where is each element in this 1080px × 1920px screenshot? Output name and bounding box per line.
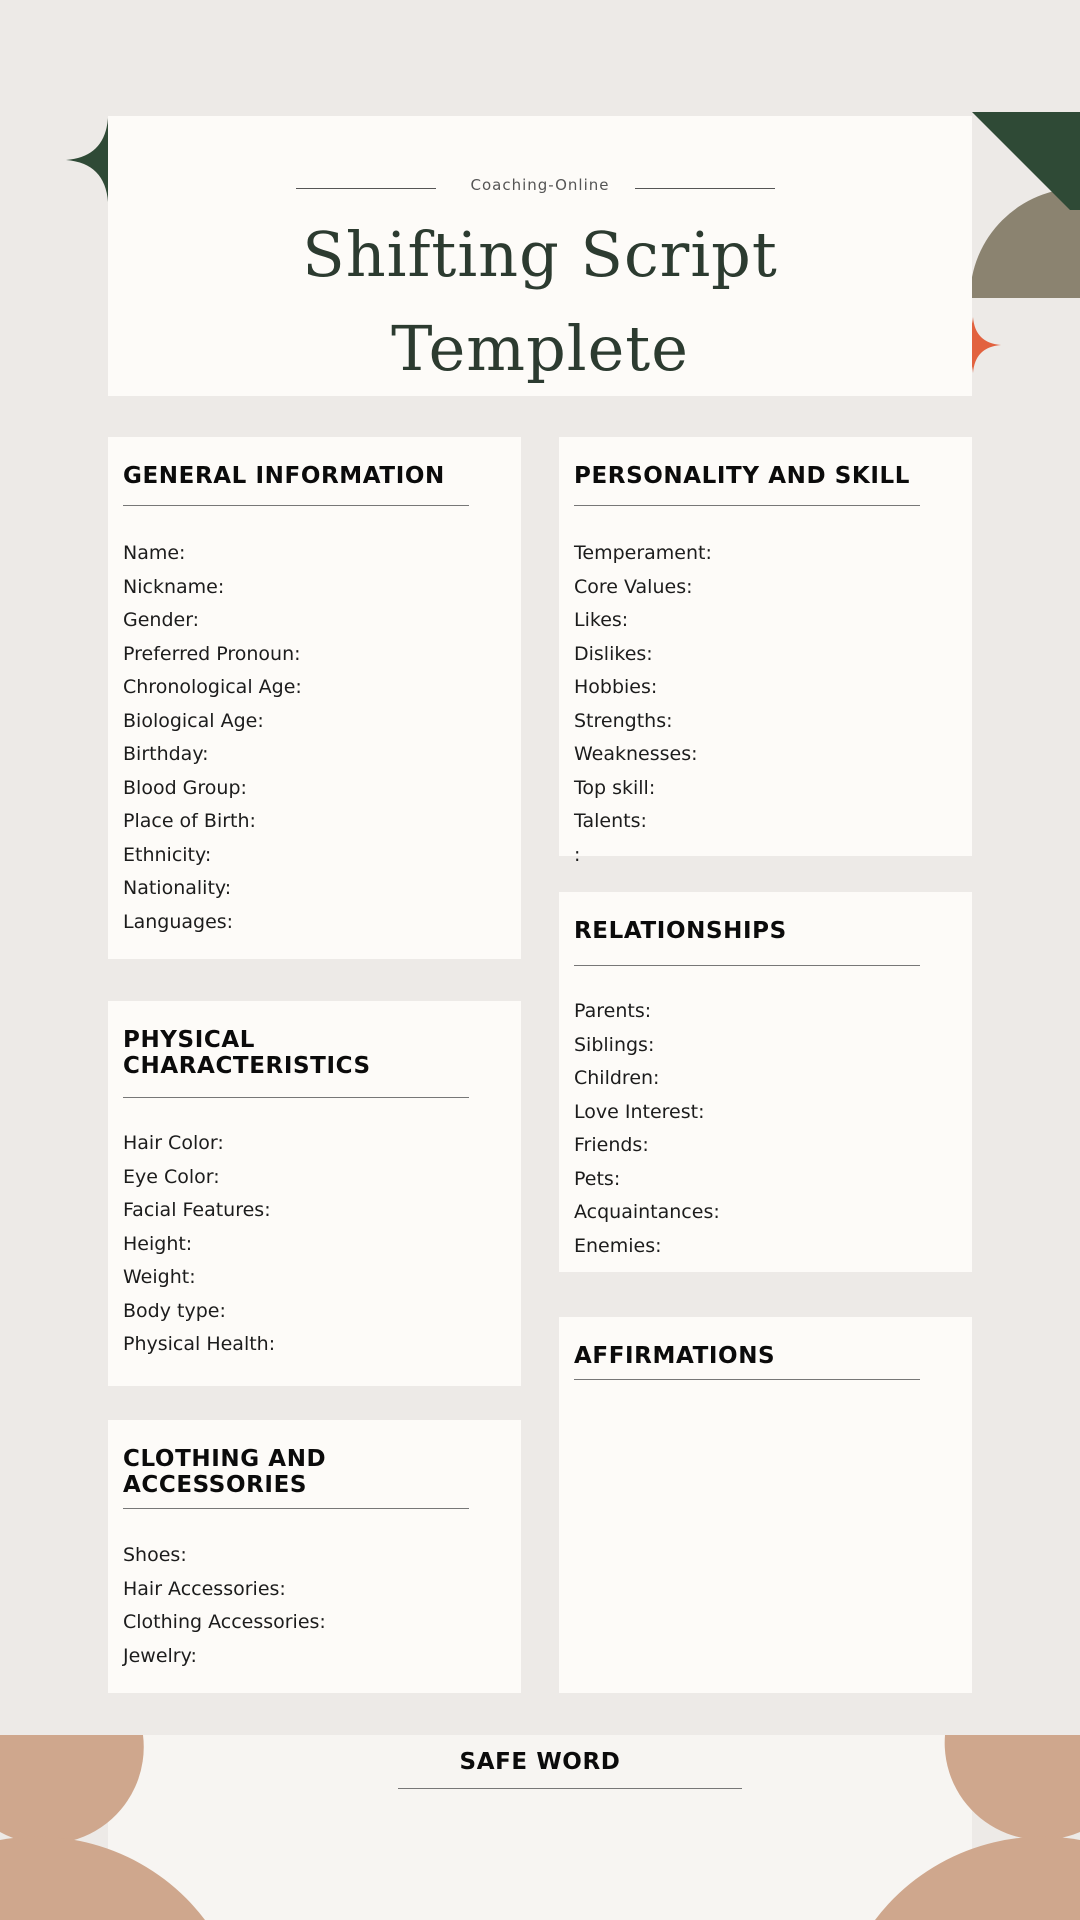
decor-bottom-right-shapes bbox=[870, 1735, 1080, 1920]
field-hobbies: Hobbies: bbox=[574, 676, 658, 698]
field-name: Name: bbox=[123, 542, 186, 564]
field-height: Height: bbox=[123, 1232, 193, 1255]
tan-dome-shape bbox=[875, 1837, 1080, 1920]
tan-half-circle-shape bbox=[0, 1735, 144, 1844]
decor-bottom-left-shapes bbox=[0, 1735, 210, 1920]
section-divider bbox=[398, 1788, 742, 1789]
section-heading-line-1: PHYSICAL bbox=[123, 1027, 256, 1053]
relationships-card bbox=[559, 892, 972, 1272]
field-clothing-accessories: Clothing Accessories: bbox=[123, 1611, 326, 1633]
personality-fields-list bbox=[574, 537, 712, 872]
field-likes: Likes: bbox=[574, 609, 629, 631]
field-birthday: Birthday: bbox=[123, 743, 209, 765]
field-pets: Pets: bbox=[574, 1167, 621, 1190]
olive-semicircle-shape bbox=[970, 188, 1080, 298]
section-heading-line-1: CLOTHING AND bbox=[123, 1446, 327, 1472]
field-gender: Gender: bbox=[123, 609, 200, 631]
field-top-skill: Top skill: bbox=[574, 776, 656, 799]
field-enemies: Enemies: bbox=[574, 1234, 662, 1257]
section-heading-line-2: CHARACTERISTICS bbox=[123, 1053, 371, 1079]
clothing-and-accessories-card bbox=[108, 1420, 521, 1693]
field-extra-colon: : bbox=[574, 843, 581, 866]
field-body-type: Body type: bbox=[123, 1299, 226, 1322]
section-divider bbox=[123, 505, 469, 506]
brand-divider-right bbox=[635, 188, 775, 189]
field-ethnicity: Ethnicity: bbox=[123, 843, 212, 866]
section-divider bbox=[574, 505, 920, 506]
field-strengths: Strengths: bbox=[574, 709, 673, 732]
field-weaknesses: Weaknesses: bbox=[574, 743, 698, 765]
section-heading: AFFIRMATIONS bbox=[574, 1343, 776, 1369]
physical-fields-list bbox=[123, 1127, 275, 1362]
section-heading bbox=[123, 1446, 483, 1498]
section-heading: GENERAL INFORMATION bbox=[123, 463, 445, 489]
field-love-interest: Love Interest: bbox=[574, 1100, 705, 1123]
page-title-line-2: Templete bbox=[391, 312, 689, 385]
field-children: Children: bbox=[574, 1067, 660, 1089]
affirmations-card bbox=[559, 1317, 972, 1693]
field-talents: Talents: bbox=[574, 810, 647, 832]
field-biological-age: Biological Age: bbox=[123, 709, 264, 732]
title-block bbox=[108, 116, 972, 396]
field-acquaintances: Acquaintances: bbox=[574, 1201, 720, 1223]
field-siblings: Siblings: bbox=[574, 1033, 655, 1056]
decor-top-right-shapes bbox=[970, 110, 1080, 300]
section-divider bbox=[123, 1097, 469, 1098]
field-shoes: Shoes: bbox=[123, 1544, 187, 1566]
field-jewelry: Jewelry: bbox=[123, 1644, 197, 1667]
field-nickname: Nickname: bbox=[123, 575, 225, 598]
section-divider bbox=[574, 1379, 920, 1380]
tan-dome-shape bbox=[0, 1837, 205, 1920]
field-facial-features: Facial Features: bbox=[123, 1199, 271, 1221]
field-hair-color: Hair Color: bbox=[123, 1132, 224, 1154]
general-fields-list bbox=[123, 537, 302, 939]
section-heading: SAFE WORD bbox=[459, 1749, 621, 1775]
field-nationality: Nationality: bbox=[123, 877, 232, 899]
section-heading-line-2: ACCESSORIES bbox=[123, 1472, 308, 1498]
physical-characteristics-card bbox=[108, 1001, 521, 1386]
field-hair-accessories: Hair Accessories: bbox=[123, 1577, 286, 1600]
field-preferred-pronoun: Preferred Pronoun: bbox=[123, 642, 301, 665]
section-divider bbox=[123, 1508, 469, 1509]
field-place-of-birth: Place of Birth: bbox=[123, 810, 256, 832]
field-eye-color: Eye Color: bbox=[123, 1165, 220, 1188]
field-languages: Languages: bbox=[123, 910, 234, 933]
relationships-fields-list bbox=[574, 995, 720, 1263]
section-heading: PERSONALITY AND SKILL bbox=[574, 463, 911, 489]
brand-label: Coaching-Online bbox=[470, 176, 610, 194]
field-chronological-age: Chronological Age: bbox=[123, 676, 302, 698]
personality-and-skill-card bbox=[559, 437, 972, 866]
tan-half-circle-shape bbox=[945, 1735, 1080, 1840]
general-information-card bbox=[108, 437, 521, 959]
field-physical-health: Physical Health: bbox=[123, 1333, 276, 1355]
section-heading: RELATIONSHIPS bbox=[574, 918, 787, 944]
clothing-fields-list bbox=[123, 1539, 326, 1673]
field-temperament: Temperament: bbox=[574, 542, 712, 564]
field-blood-group: Blood Group: bbox=[123, 776, 247, 799]
dark-green-triangle-shape bbox=[972, 112, 1080, 210]
field-parents: Parents: bbox=[574, 1000, 652, 1022]
field-dislikes: Dislikes: bbox=[574, 642, 653, 665]
section-heading bbox=[123, 1027, 483, 1079]
field-core-values: Core Values: bbox=[574, 575, 693, 598]
page-title-line-1: Shifting Script bbox=[302, 218, 778, 291]
field-weight: Weight: bbox=[123, 1266, 196, 1288]
safe-word-section bbox=[108, 1735, 972, 1920]
section-divider bbox=[574, 965, 920, 966]
field-friends: Friends: bbox=[574, 1134, 649, 1156]
